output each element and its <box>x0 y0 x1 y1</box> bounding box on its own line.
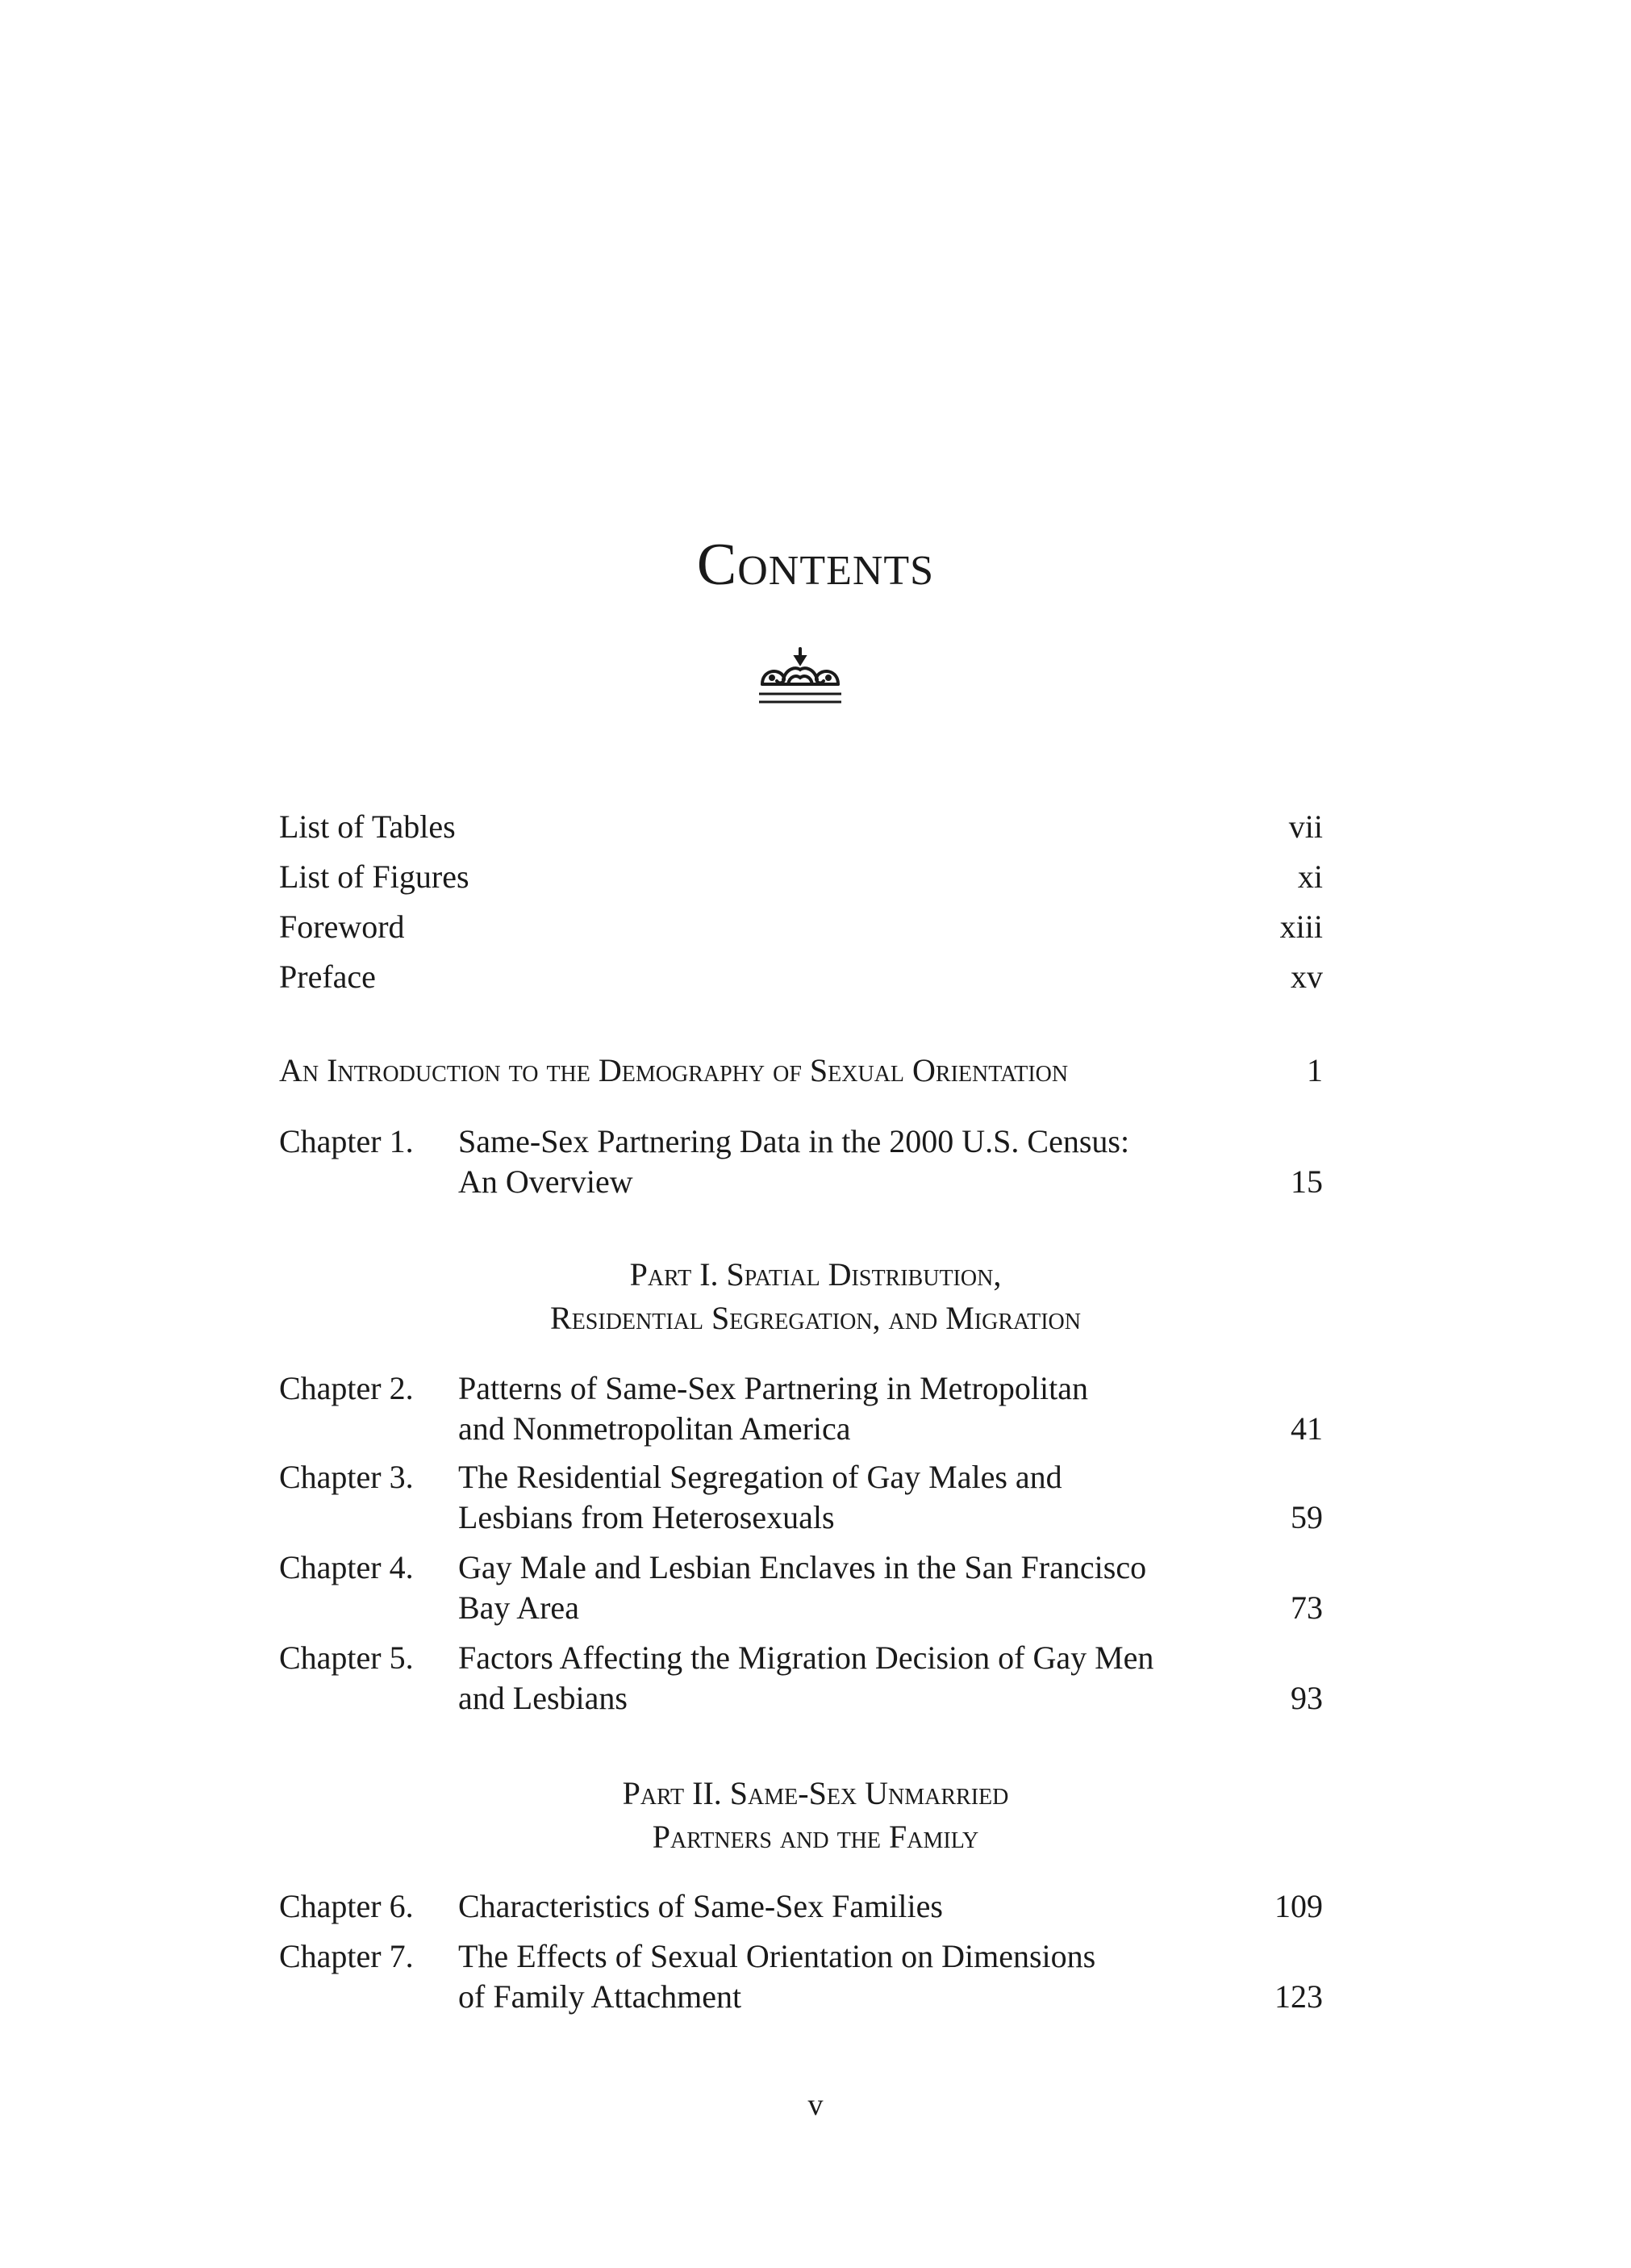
part-1-heading <box>0 1253 1631 1340</box>
toc-entry-label: An Introduction to the Demography of Sexual Orientation <box>279 1052 1069 1088</box>
chapter-label: Chapter 1. <box>279 1123 414 1159</box>
chapter-title-line: The Effects of Sexual Orientation on Dimensions <box>458 1938 1096 1974</box>
page-title: Contents <box>696 532 935 598</box>
toc-page-number: 1 <box>1307 1052 1323 1088</box>
toc-entry-chapter-4[interactable] <box>279 1548 1323 1628</box>
toc-page-number: 59 <box>1291 1499 1323 1535</box>
toc-page-number: 109 <box>1274 1888 1323 1924</box>
page-folio: v <box>807 2088 824 2122</box>
chapter-title <box>458 1638 1233 1719</box>
toc-entry-chapter-1[interactable] <box>279 1121 1323 1202</box>
chapter-title <box>458 1548 1233 1628</box>
chapter-title-line: An Overview <box>458 1163 633 1200</box>
toc-entry-label: Preface <box>279 959 376 995</box>
chapter-title-line: The Residential Segregation of Gay Males and <box>458 1459 1062 1495</box>
chapter-title-line: and Lesbians <box>458 1680 628 1716</box>
chapter-title-line: Same-Sex Partnering Data in the 2000 U.S. Census: <box>458 1123 1130 1159</box>
chapter-title <box>458 1368 1233 1449</box>
chapter-title-line: Lesbians from Heterosexuals <box>458 1499 835 1535</box>
toc-entry-chapter-6[interactable] <box>279 1886 1323 1927</box>
toc-entry-chapter-7[interactable] <box>279 1936 1323 2017</box>
toc-entry-introduction[interactable] <box>279 1050 1323 1091</box>
toc-page-number: 41 <box>1291 1410 1323 1447</box>
chapter-title-line: Patterns of Same-Sex Partnering in Metropolitan <box>458 1370 1088 1406</box>
chapter-title <box>458 1457 1233 1538</box>
part-heading-line: Part II. Same-Sex Unmarried <box>622 1775 1009 1811</box>
chapter-label: Chapter 7. <box>279 1938 414 1974</box>
toc-entry-chapter-5[interactable] <box>279 1638 1323 1719</box>
toc-page-number: 123 <box>1274 1978 1323 2015</box>
chapter-title-line: of Family Attachment <box>458 1978 742 2015</box>
toc-page-number: 15 <box>1291 1163 1323 1200</box>
chapter-title <box>458 1936 1233 2017</box>
chapter-title <box>458 1121 1233 1202</box>
part-heading-line: Residential Segregation, and Migration <box>550 1300 1081 1336</box>
part-2-heading <box>0 1772 1631 1859</box>
chapter-label: Chapter 3. <box>279 1459 414 1495</box>
toc-entry-list-of-tables[interactable] <box>279 807 1323 847</box>
chapter-title <box>458 1886 1233 1927</box>
toc-page-number: xv <box>1291 959 1323 995</box>
toc-entry-list-of-figures[interactable] <box>279 857 1323 897</box>
chapter-title-line: Characteristics of Same-Sex Families <box>458 1888 943 1924</box>
toc-entry-label: List of Tables <box>279 808 456 845</box>
chapter-label: Chapter 5. <box>279 1639 414 1676</box>
toc-entry-label: List of Figures <box>279 858 469 895</box>
chapter-title-line: Factors Affecting the Migration Decision of Gay Men <box>458 1639 1154 1676</box>
toc-entry-preface[interactable] <box>279 957 1323 997</box>
toc-page-number: vii <box>1288 808 1323 845</box>
chapter-title-line: Gay Male and Lesbian Enclaves in the San Francisco <box>458 1549 1147 1585</box>
toc-page-number: xiii <box>1279 908 1323 945</box>
chapter-label: Chapter 4. <box>279 1549 414 1585</box>
chapter-label: Chapter 2. <box>279 1370 414 1406</box>
toc-entry-foreword[interactable] <box>279 907 1323 947</box>
chapter-title-line: and Nonmetropolitan America <box>458 1410 851 1447</box>
toc-entry-chapter-2[interactable] <box>279 1368 1323 1449</box>
toc-entry-label: Foreword <box>279 908 405 945</box>
part-heading-line: Partners and the Family <box>652 1819 979 1855</box>
toc-entry-chapter-3[interactable] <box>279 1457 1323 1538</box>
crown-ornament-icon <box>756 645 845 710</box>
chapter-label: Chapter 6. <box>279 1888 414 1924</box>
toc-page-number: 93 <box>1291 1680 1323 1716</box>
toc-page-number: 73 <box>1291 1589 1323 1626</box>
toc-page-number: xi <box>1297 858 1323 895</box>
part-heading-line: Part I. Spatial Distribution, <box>629 1256 1002 1293</box>
chapter-title-line: Bay Area <box>458 1589 579 1626</box>
